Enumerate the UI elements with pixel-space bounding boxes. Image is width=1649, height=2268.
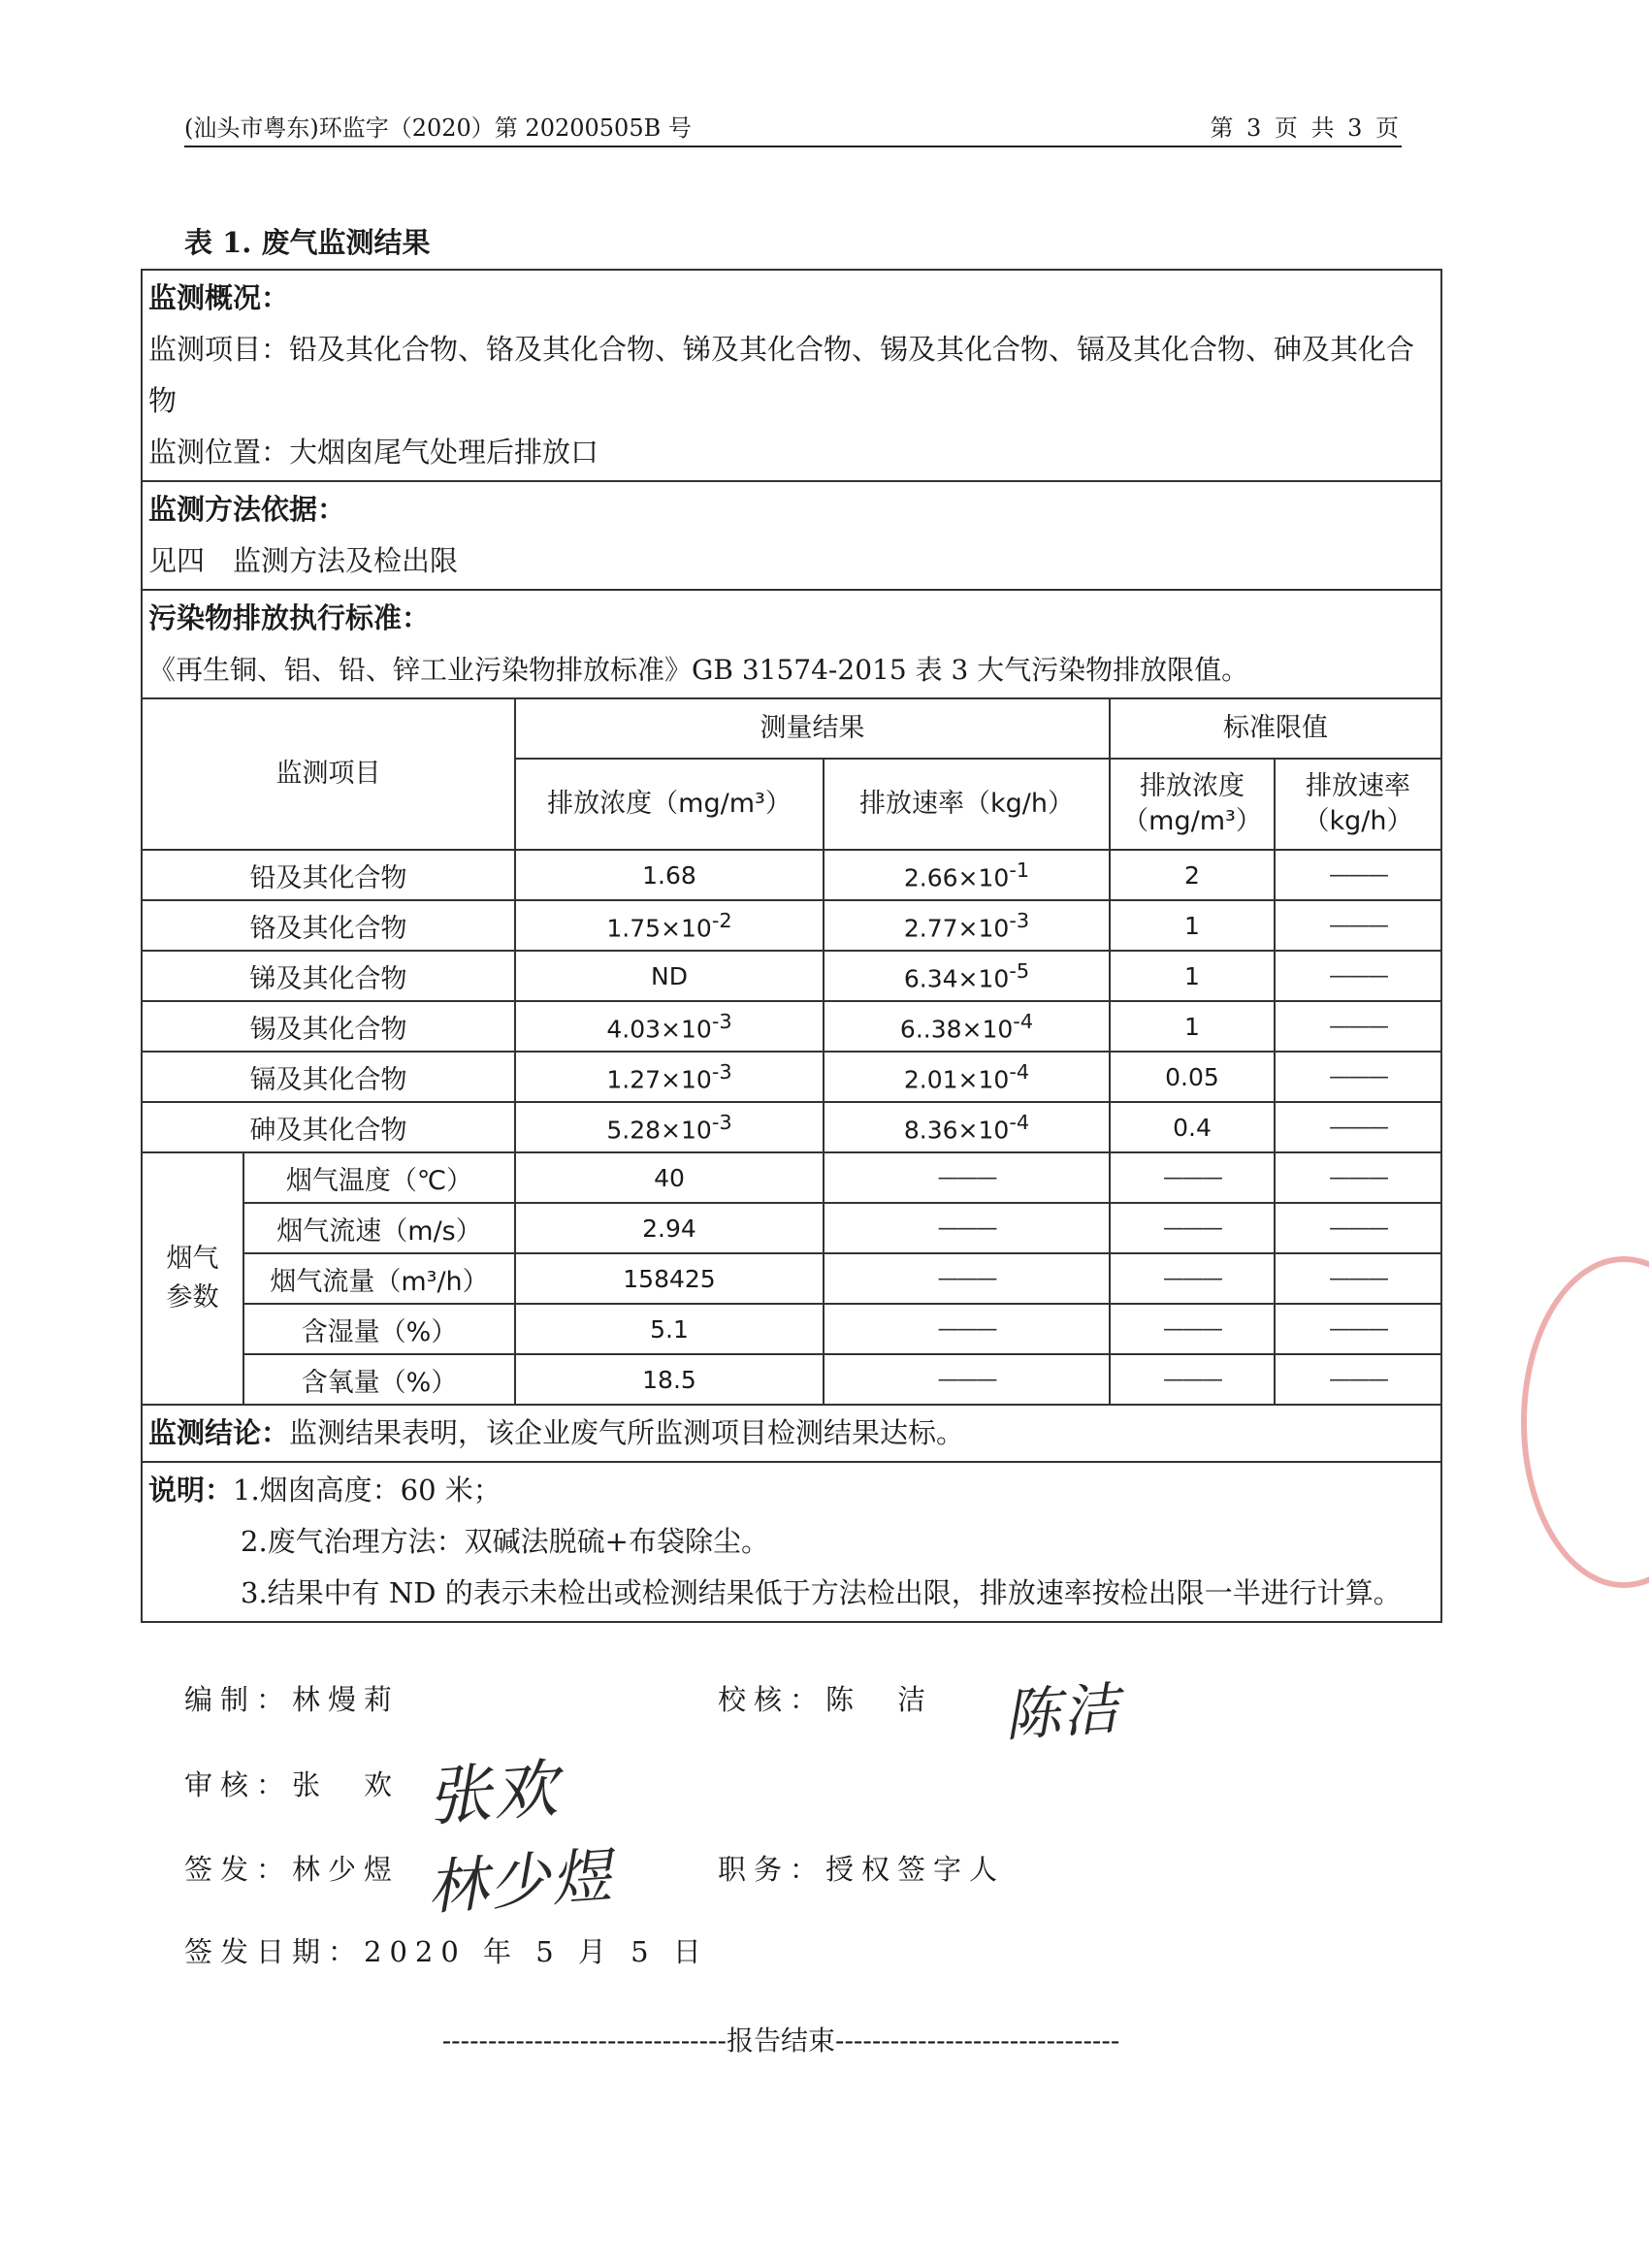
conclusion-section [142, 1405, 1441, 1462]
flue-param-value: 158425 [515, 1253, 824, 1304]
overview-section [142, 270, 1441, 481]
table-row [142, 1152, 1441, 1203]
dash-cell: ——— [1110, 1203, 1275, 1253]
conclusion-text: 监测结果表明，该企业废气所监测项目检测结果达标。 [289, 1416, 965, 1449]
dash-cell: ——— [824, 1253, 1110, 1304]
col-header-measured: 测量结果 [515, 698, 1110, 759]
overview-heading: 监测概况： [148, 281, 290, 314]
standard-text: 《再生铜、铝、铅、锌工业污染物排放标准》GB 31574-2015 表 3 大气污染物排放限值。 [148, 654, 1249, 686]
standard-heading: 污染物排放执行标准： [148, 601, 431, 634]
table-row [142, 1203, 1441, 1253]
issue-date: 签发日期：2020 年 5 月 5 日 [184, 1935, 709, 1968]
dash-cell: ——— [1275, 1203, 1441, 1253]
limit-rate-value: ——— [1275, 1102, 1441, 1152]
pollutant-name: 砷及其化合物 [142, 1102, 515, 1152]
note-1: 1.烟囱高度：60 米； [233, 1474, 501, 1507]
rate-value: $2.77\times 10^{-3}$ [824, 900, 1110, 951]
dash-cell: ——— [1110, 1253, 1275, 1304]
limit-rate-value: ——— [1275, 1052, 1441, 1102]
pollutant-name: 锑及其化合物 [142, 951, 515, 1001]
conc-value: ND [515, 951, 824, 1001]
dash-cell: ——— [1275, 1253, 1441, 1304]
note-3: 3.结果中有 ND 的表示未检出或检测结果低于方法检出限，排放速率按检出限一半进行计算。 [241, 1576, 1402, 1609]
flue-param-name: 含氧量（%） [243, 1354, 515, 1405]
dash-cell: ——— [1275, 1152, 1441, 1203]
report-end: -------------------------------报告结束------------------------------- [441, 2025, 1120, 2057]
table-row [142, 1001, 1441, 1052]
conc-value: 1.68 [515, 850, 824, 900]
conc-value: $5.28\times 10^{-3}$ [515, 1102, 824, 1152]
issued-signature: 林少煜 [425, 1839, 616, 1924]
flue-param-value: 18.5 [515, 1354, 824, 1405]
note-2: 2.废气治理方法：双碱法脱硫+布袋除尘。 [241, 1525, 769, 1558]
dash-cell: ——— [824, 1354, 1110, 1405]
page-header [184, 107, 1402, 147]
conclusion-label: 监测结论： [148, 1416, 290, 1449]
pollutant-name: 铅及其化合物 [142, 850, 515, 900]
pollutant-name: 锡及其化合物 [142, 1001, 515, 1052]
monitoring-location: 监测位置：大烟囱尾气处理后排放口 [148, 436, 599, 469]
standard-section [142, 590, 1441, 698]
dash-cell: ——— [824, 1152, 1110, 1203]
table-row [142, 1052, 1441, 1102]
table-row [142, 1253, 1441, 1304]
limit-conc-value: 0.05 [1110, 1052, 1275, 1102]
checked-by: 校核：陈 洁 [718, 1683, 934, 1716]
limit-rate-value: ——— [1275, 1001, 1441, 1052]
document-number: (汕头市粤东)环监字（2020）第 20200505B 号 [184, 114, 692, 142]
table-row [142, 1102, 1441, 1152]
reviewed-by: 审核：张 欢 [184, 1768, 401, 1801]
col-header-rate: 排放速率（kg/h） [824, 759, 1110, 850]
monitoring-items: 监测项目：铅及其化合物、铬及其化合物、锑及其化合物、锡及其化合物、镉及其化合物、砷及其化合物 [148, 333, 1415, 417]
col-header-limit-rate: 排放速率 （kg/h） [1275, 759, 1441, 850]
conc-value: $1.75\times 10^{-2}$ [515, 900, 824, 951]
notes-section [142, 1462, 1441, 1622]
rate-value: $6.34\times 10^{-5}$ [824, 951, 1110, 1001]
flue-param-name: 烟气流量（m³/h） [243, 1253, 515, 1304]
conc-value: $1.27\times 10^{-3}$ [515, 1052, 824, 1102]
dash-cell: ——— [1110, 1152, 1275, 1203]
limit-conc-value: 1 [1110, 1001, 1275, 1052]
col-header-conc: 排放浓度（mg/m³） [515, 759, 824, 850]
table-row [142, 900, 1441, 951]
limit-rate-value: ——— [1275, 900, 1441, 951]
col-header-limit: 标准限值 [1110, 698, 1441, 759]
flue-param-name: 含湿量（%） [243, 1304, 515, 1354]
dash-cell: ——— [824, 1304, 1110, 1354]
position: 职务：授权签字人 [718, 1853, 1006, 1886]
rate-value: $6..38\times 10^{-4}$ [824, 1001, 1110, 1052]
official-stamp [1521, 1256, 1649, 1588]
flue-group-label: 烟气 参数 [142, 1152, 243, 1405]
rate-value: $8.36\times 10^{-4}$ [824, 1102, 1110, 1152]
pollutant-name: 镉及其化合物 [142, 1052, 515, 1102]
col-header-item: 监测项目 [142, 698, 515, 850]
dash-cell: ——— [1110, 1304, 1275, 1354]
table-row [142, 1354, 1441, 1405]
limit-conc-value: 1 [1110, 951, 1275, 1001]
notes-label: 说明： [148, 1474, 234, 1507]
limit-conc-value: 2 [1110, 850, 1275, 900]
checked-signature: 陈洁 [1002, 1674, 1123, 1750]
pollutant-name: 铬及其化合物 [142, 900, 515, 951]
page-info: 第 3 页 共 3 页 [1210, 114, 1402, 142]
limit-rate-value: ——— [1275, 951, 1441, 1001]
method-heading: 监测方法依据： [148, 493, 346, 526]
table-row [142, 1304, 1441, 1354]
col-header-limit-conc: 排放浓度 （mg/m³） [1110, 759, 1275, 850]
flue-param-value: 2.94 [515, 1203, 824, 1253]
table-row [142, 951, 1441, 1001]
table-row [142, 850, 1441, 900]
dash-cell: ——— [1275, 1354, 1441, 1405]
limit-conc-value: 1 [1110, 900, 1275, 951]
rate-value: $2.66\times 10^{-1}$ [824, 850, 1110, 900]
dash-cell: ——— [1110, 1354, 1275, 1405]
reviewed-signature: 张欢 [424, 1751, 562, 1835]
rate-value: $2.01\times 10^{-4}$ [824, 1052, 1110, 1102]
prepared-by: 编制：林熳莉 [184, 1683, 401, 1716]
dash-cell: ——— [1275, 1304, 1441, 1354]
method-section [142, 481, 1441, 590]
flue-param-value: 5.1 [515, 1304, 824, 1354]
flue-param-name: 烟气温度（℃） [243, 1152, 515, 1203]
limit-rate-value: ——— [1275, 850, 1441, 900]
flue-param-name: 烟气流速（m/s） [243, 1203, 515, 1253]
issued-by: 签发：林少煜 [184, 1853, 401, 1886]
method-text: 见四 监测方法及检出限 [148, 544, 459, 577]
flue-param-value: 40 [515, 1152, 824, 1203]
conc-value: $4.03\times 10^{-3}$ [515, 1001, 824, 1052]
table-caption: 表 1. 废气监测结果 [184, 226, 431, 259]
dash-cell: ——— [824, 1203, 1110, 1253]
limit-conc-value: 0.4 [1110, 1102, 1275, 1152]
results-table [141, 269, 1442, 1623]
